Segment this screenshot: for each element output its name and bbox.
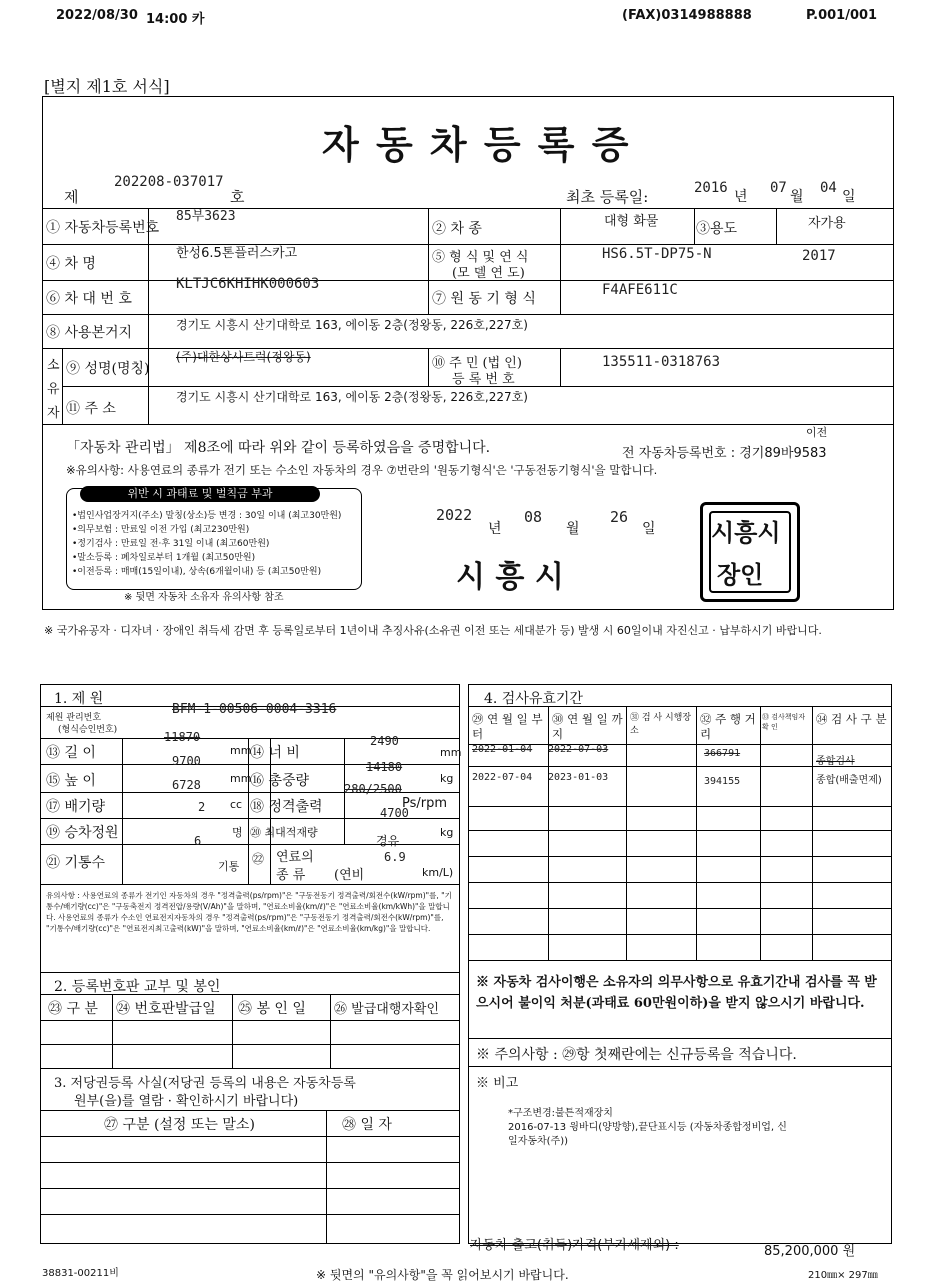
plate-header: 2. 등록번호판 교부 및 봉인	[54, 979, 221, 995]
base-location-value: 경기도 시흥시 산기대학로 163, 에이동 2층(정왕동, 226호,227호)	[176, 318, 528, 332]
usage-label: ③용도	[696, 221, 738, 237]
specs-header: 1. 제 원	[54, 691, 104, 707]
vehicle-name-label: ④ 차 명	[46, 256, 96, 272]
reg-no: 202208-037017	[114, 174, 224, 190]
plate-col-type: ㉓ 구 분	[48, 1001, 98, 1017]
rated-output-label: ⑱ 정격출력	[250, 799, 323, 815]
penalty-title: 위반 시 과태료 및 벌칙금 부과	[80, 486, 320, 502]
inspection-frame	[468, 684, 892, 1244]
insp-row1-from: 2022-01-04	[472, 744, 533, 755]
fuel-label-2: 종 류	[276, 868, 306, 883]
first-reg-month-unit: 월	[790, 189, 804, 205]
insp-col-to: ㉚ 연 월 일 까 지	[552, 712, 623, 741]
seating-unit: 명	[232, 826, 243, 839]
fuel-label-1: 연료의	[276, 850, 314, 865]
displacement-label: ⑰ 배기량	[46, 799, 106, 815]
insp-col-from: ㉙ 연 월 일 부 터	[472, 712, 543, 741]
displacement-unit: cc	[230, 798, 243, 811]
rated-output-value: 4700	[380, 806, 409, 820]
penalty-footer: ※ 뒷면 자동차 소유자 유의사항 참조	[124, 592, 284, 603]
issue-month-unit: 월	[566, 521, 580, 537]
insp-row1-kind: 종합검사	[816, 756, 855, 767]
seating-label: ⑲ 승차정원	[46, 825, 119, 841]
insp-row2-to: 2023-01-03	[548, 772, 609, 783]
reg-no-suffix: 호	[230, 188, 245, 206]
corp-reg-label-2: 등 록 번 호	[452, 372, 515, 387]
first-reg-label: 최초 등록일:	[566, 188, 649, 206]
national-merit-note: ※ 국가유공자 · 디자녀 · 장애인 취득세 감면 후 등록일로부터 1년이내 추징사유(소유권 이전 또는 세대분가 등) 발생 시 60일이내 자진신고 · 납부하시기 바랍니다.	[44, 624, 822, 637]
price-value: 85,200,000 원	[764, 1244, 856, 1259]
vin-value: KLTJC6KHIHK000603	[176, 276, 320, 292]
max-load-unit: kg	[440, 826, 454, 839]
vin-label: ⑥ 차 대 번 호	[46, 291, 132, 307]
reg-number-label: ① 자동차등록번호	[46, 220, 160, 236]
seating-value: 6	[194, 834, 202, 848]
issue-day-unit: 일	[642, 521, 656, 537]
owner-address-value: 경기도 시흥시 산기대학로 163, 에이동 2층(정왕동, 226호,227호)	[176, 390, 528, 404]
width-label: ⑭ 너 비	[250, 745, 300, 761]
back-notice: ※ 뒷면의 "유의사항"을 꼭 읽어보시기 바랍니다.	[316, 1268, 569, 1282]
fuel-note: ※유의사항: 사용연료의 종류가 전기 또는 수소인 자동차의 경우 ⑦번란의 '원동기형식'은 '구동전동기형식'을 말합니다.	[66, 463, 658, 477]
corp-reg-label-1: ⑩ 주 민 (법 인)	[432, 356, 522, 371]
penalty-item-5: •이전등록 : 매매(15일이내), 상속(6개월이내) 등 (최고50만원)	[72, 567, 322, 577]
vehicle-type-label: ② 차 종	[432, 221, 482, 237]
model-label-1: ⑤ 형 식 및 연 식	[432, 250, 529, 265]
mortgage-header-2: 원부(을)를 열람 · 확인하시기 바랍니다)	[74, 1094, 299, 1109]
model-label-2: (모 델 연 도)	[452, 266, 525, 281]
mortgage-col-date: ㉘ 일 자	[342, 1117, 392, 1133]
height-unit: mm	[230, 772, 252, 785]
owner-side-2: 유	[47, 382, 60, 397]
owner-name-label: ⑨ 성명(명칭)	[66, 361, 150, 377]
usage-value: 자가용	[808, 216, 846, 231]
reg-number-value: 85부3623	[176, 209, 236, 224]
plate-col-seal-date: ㉕ 봉 인 일	[238, 1001, 306, 1017]
width-unit: mm	[440, 746, 462, 759]
owner-address-label: ⑪ 주 소	[66, 401, 116, 417]
issue-year: 2022	[436, 506, 473, 524]
paper-size: 210㎜× 297㎜	[808, 1270, 878, 1281]
insp-row2-km: 394155	[704, 776, 741, 787]
first-reg-year: 2016	[694, 180, 728, 196]
gross-weight-label: ⑯ 총중량	[250, 773, 310, 789]
issue-month: 08	[524, 508, 543, 526]
mortgage-header-1: 3. 저당권등록 사실(저당권 등록의 내용은 자동차등록	[54, 1076, 356, 1091]
first-reg-year-unit: 년	[734, 189, 748, 205]
width-value: 2490	[370, 734, 399, 748]
inspection-warning: ※ 자동차 검사이행은 소유자의 의무사항으로 유효기간내 검사를 꼭 받으시어 불이익 처분(과태료 60만원이하)을 받지 않으시기 바랍니다.	[476, 975, 877, 1011]
gross-weight-old: 14180	[366, 760, 403, 774]
inspection-caution: ※ 주의사항 : ㉙항 첫째란에는 신규등록을 적습니다.	[476, 1047, 797, 1063]
seal-text-bottom: 장인	[717, 560, 764, 589]
seal-text-top: 시흥시	[711, 518, 781, 547]
penalty-item-4: •말소등록 : 폐차일로부터 1개월 (최고50만원)	[72, 553, 256, 563]
fax-page: P.001/001	[806, 8, 878, 23]
remark-label: ※ 비고	[476, 1076, 519, 1091]
spec-id-label-2: (형식승인번호)	[58, 725, 118, 735]
displacement-value: 2	[198, 800, 206, 814]
max-load-label: ⑳ 최대적재량	[250, 826, 318, 839]
specs-note: 유의사항 : 사용연료의 종류가 전기인 자동차의 경우 "정격출력(ps/rpm)"은 "구동전동기 정격출력/회전수(kW/rpm)"를, "기통수/배기량(cc)"은 "구동축전지 정격전압/용량(V/Ah)"을 말하며, "연료소비율(km/ℓ)"은 "연료소비율(km/kWh)"을 말합니다. 사용연료의 종류가 수소인 연료전지자동차의 경우 "정격출력(ps/rpm)"은 "구동전동기 정격출력/회전수(kW/rpm)"를, "기통수/배기량(cc)"은 "연료전지최고출력(kW)"을 말하며, "연료소비율(km/ℓ)"은 "연료소비율(km/kg)"을 말합니다.	[46, 891, 452, 933]
prev-reg-number: 전 자동차등록번호 : 경기89바9583	[622, 446, 827, 461]
plate-col-agent: ㉖ 발급대행자확인	[334, 1002, 440, 1017]
insp-col-place: ㉛ 검 사 시행장소	[630, 713, 692, 736]
insp-col-kind: ㉞ 검 사 구 분	[816, 712, 887, 726]
vehicle-type-value: 대형 화물	[604, 214, 659, 229]
owner-side-3: 자	[47, 406, 60, 421]
vehicle-name-value: 한성6.5톤플러스카고	[176, 246, 298, 261]
plate-col-issue-date: ㉔ 번호판발급일	[116, 1001, 216, 1017]
penalty-item-2: •의무보험 : 만료일 이전 가입 (최고230만원)	[72, 525, 250, 535]
city-seal-stamp	[700, 502, 800, 602]
remark-line-1: *구조변경:불튼적재장치	[508, 1108, 613, 1119]
first-reg-day-unit: 일	[842, 189, 856, 205]
gross-weight-unit: kg	[440, 772, 454, 785]
spec-id-value: BFM-1-00506-0004-3316	[172, 702, 337, 717]
issuing-city: 시 흥 시	[456, 560, 564, 595]
penalty-item-1: •법인사업장거지(주소) 말칭(상소)등 변경 : 30일 이내 (최고30만원)	[72, 511, 342, 521]
length-value: 9700	[172, 754, 201, 768]
certify-text: 「자동차 관리법」 제8조에 따라 위와 같이 등록하였음을 증명합니다.	[66, 440, 491, 456]
height-label: ⑮ 높 이	[46, 773, 96, 789]
fuel-eff-unit: km/L)	[422, 866, 454, 879]
issue-day: 26	[610, 508, 629, 526]
corp-reg-value: 135511-0318763	[602, 354, 721, 370]
remark-line-3: 일자동차(주))	[508, 1136, 569, 1147]
price-label: 자동차 출고(취득)가격(부가세제외) :	[470, 1238, 679, 1253]
form-id: [별지 제1호 서식]	[44, 77, 170, 96]
base-location-label: ⑧ 사용본거지	[46, 325, 133, 341]
rated-output-unit: Ps/rpm	[402, 796, 448, 811]
fax-number: (FAX)0314988888	[622, 8, 752, 23]
owner-name-value: (주)대한상사트럭(정왕동)	[176, 350, 311, 364]
engine-type-value: F4AFE611C	[602, 282, 678, 298]
penalty-item-3: •정기검사 : 만료일 전·후 31일 이내 (최고60만원)	[72, 539, 270, 549]
insp-row1-km: 366791	[704, 748, 741, 759]
spec-id-label-1: 제원 관리번호	[46, 713, 102, 723]
fuel-eff-value: 6.9	[384, 850, 406, 864]
reg-no-prefix: 제	[64, 188, 79, 206]
insp-col-mileage: ㉜ 주 행 거 리	[700, 712, 756, 741]
length-unit: mm	[230, 744, 252, 757]
insp-row1-to: 2022-07-03	[548, 744, 609, 755]
fuel-label-num: ㉒	[252, 852, 265, 866]
first-reg-day: 04	[820, 180, 837, 196]
form-code: 38831-00211비	[42, 1268, 119, 1279]
height-value: 6728	[172, 778, 201, 792]
fax-time: 14:00 카	[146, 12, 205, 27]
cylinders-unit: 기통	[218, 860, 240, 873]
prev-note: 이전	[806, 426, 828, 439]
insp-row2-kind: 종합(배출면제)	[816, 775, 882, 786]
issue-year-unit: 년	[488, 521, 502, 537]
model-year: 2017	[802, 248, 836, 264]
insp-col-inspector: ㉝ 검사책임자 확 인	[762, 713, 806, 731]
inspection-header: 4. 검사유효기간	[484, 691, 583, 707]
model-value: HS6.5T-DP75-N	[602, 246, 712, 262]
engine-type-label: ⑦ 원 동 기 형 식	[432, 291, 536, 307]
remark-line-2: 2016-07-13 윙바디(양방향),끝단표시등 (자동차종합정비업, 신	[508, 1122, 787, 1133]
insp-row2-from: 2022-07-04	[472, 772, 533, 783]
gross-weight-value: 280/2500	[344, 782, 402, 796]
first-reg-month: 07	[770, 180, 787, 196]
fax-date: 2022/08/30	[56, 8, 138, 23]
cylinders-label: ㉑ 기통수	[46, 855, 106, 871]
length-old: 11870	[164, 730, 201, 744]
owner-side-1: 소	[47, 358, 60, 373]
fuel-eff-label: (연비	[334, 868, 365, 883]
fuel-type-value: 경유	[376, 834, 400, 848]
length-label: ⑬ 길 이	[46, 745, 96, 761]
mortgage-col-type: ㉗ 구분 (설정 또는 말소)	[104, 1117, 255, 1133]
document-title: 자 동 차 등 록 증	[322, 122, 631, 167]
